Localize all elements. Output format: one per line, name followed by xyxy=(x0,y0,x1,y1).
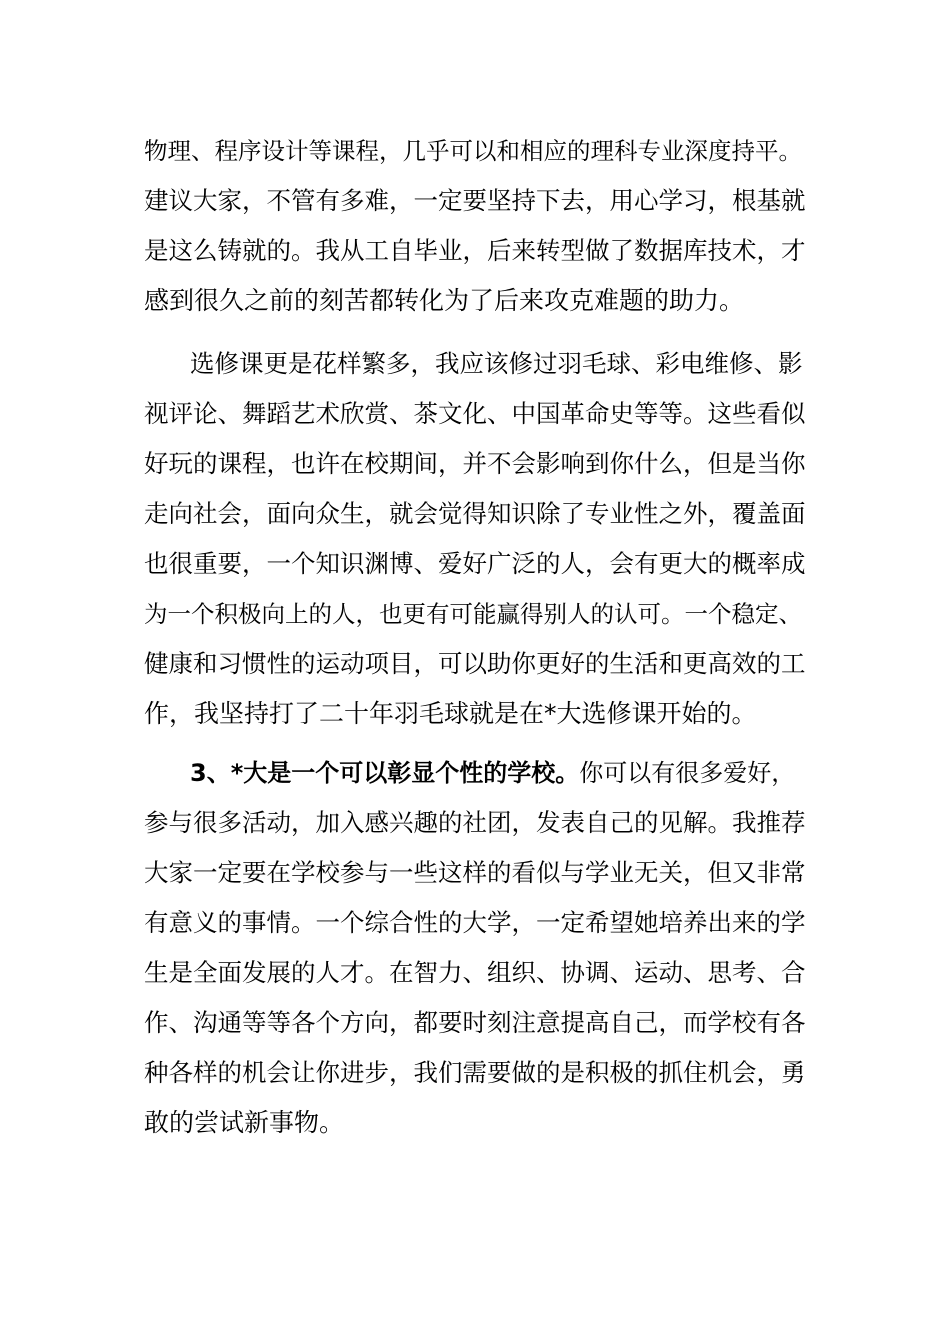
paragraph-3 xyxy=(144,748,806,1148)
text-line: 为一个积极向上的人，也更有可能赢得别人的认可。一个稳定、 xyxy=(144,600,802,628)
text-line: 感到很久之前的刻苦都转化为了后来攻克难题的助力。 xyxy=(144,286,745,315)
text-line xyxy=(144,748,806,798)
text-line: 生是全面发展的人才。在智力、组织、协调、运动、思考、合 xyxy=(144,958,806,987)
paragraph-2 xyxy=(144,339,806,739)
text-line: 是这么铸就的。我从工自毕业，后来转型做了数据库技术，才 xyxy=(144,236,806,265)
text-line: 作，我坚持打了二十年羽毛球就是在*大选修课开始的。 xyxy=(144,699,757,728)
text-line: 好玩的课程，也许在校期间，并不会影响到你什么，但是当你 xyxy=(144,449,806,478)
text-line: 建议大家，不管有多难，一定要坚持下去，用心学习，根基就 xyxy=(144,186,806,215)
text-line: 参与很多活动，加入感兴趣的社团，发表自己的见解。我推荐 xyxy=(144,808,806,837)
text-line: 视评论、舞蹈艺术欣赏、茶文化、中国革命史等等。这些看似 xyxy=(144,399,806,428)
text-line: 物理、程序设计等课程，几乎可以和相应的理科专业深度持平。 xyxy=(144,137,802,165)
text-line: 大家一定要在学校参与一些这样的看似与学业无关，但又非常 xyxy=(144,858,806,887)
text-line: 选修课更是花样繁多，我应该修过羽毛球、彩电维修、影 xyxy=(190,349,803,378)
text-line: 健康和习惯性的运动项目，可以助你更好的生活和更高效的工 xyxy=(144,649,806,678)
section-heading: 3、*大是一个可以彰显个性的学校。 xyxy=(190,759,580,787)
text-line: 敢的尝试新事物。 xyxy=(144,1108,345,1137)
text-line: 有意义的事情。一个综合性的大学，一定希望她培养出来的学 xyxy=(144,908,806,937)
paragraph-1 xyxy=(144,126,806,326)
text-line: 作、沟通等等各个方向，都要时刻注意提高自己，而学校有各 xyxy=(144,1008,806,1037)
text-line: 走向社会，面向众生，就会觉得知识除了专业性之外，覆盖面 xyxy=(144,499,806,528)
text-line: 种各样的机会让你进步，我们需要做的是积极的抓住机会，勇 xyxy=(144,1058,806,1087)
text-line-rest: 你可以有很多爱好， xyxy=(579,759,796,787)
text-line: 也很重要，一个知识渊博、爱好广泛的人，会有更大的概率成 xyxy=(144,549,806,578)
